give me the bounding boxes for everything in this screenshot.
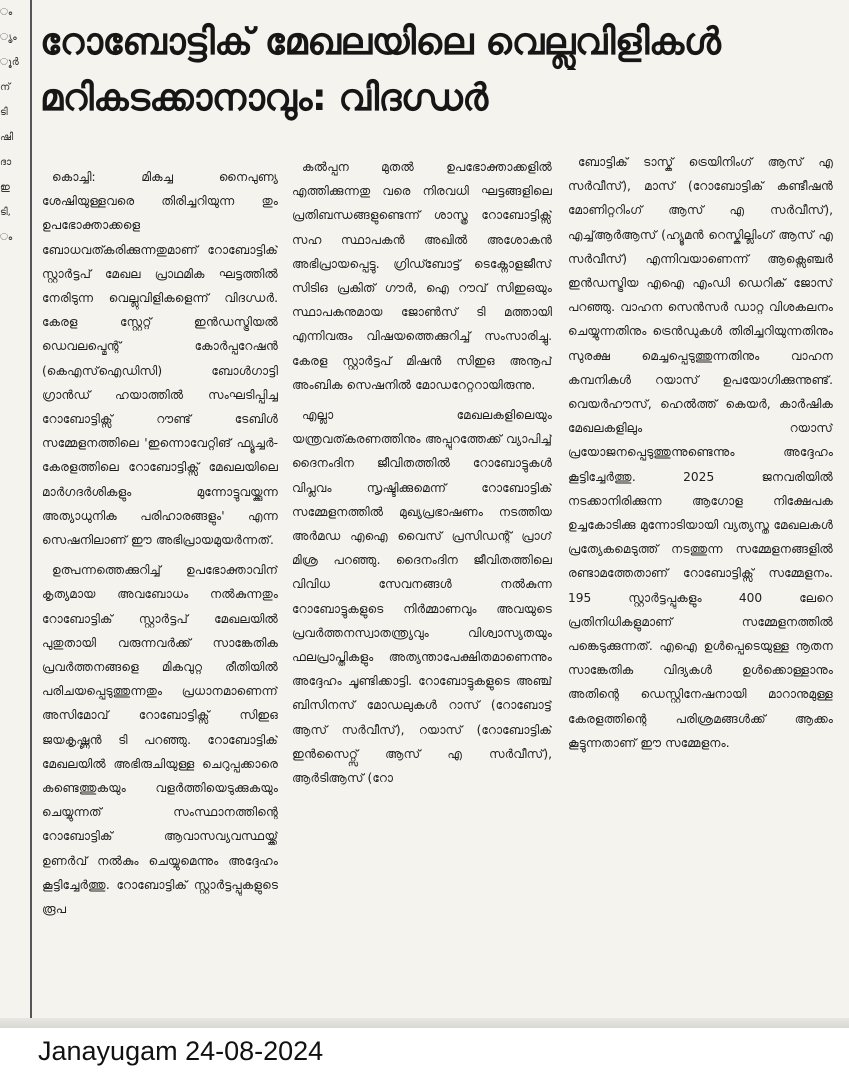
previous-article-edge <box>0 0 24 280</box>
paragraph: കൊച്ചി: മികച്ച നൈപുണ്യ ശേഷിയുള്ളവരെ തിരിച്ചറിയുന്ന തും ഉപഭോക്താക്കളെ ബോധവത്കരിക്കുന്നതുമാണ് റോബോട്ടിക് സ്റ്റാർട്ടപ് മേഖല പ്രാഥമിക ഘട്ടത്തിൽ നേരിടുന്ന വെല്ലുവിളികളെന്ന് വിദഗ്ധർ. കേരള സ്റ്റേറ്റ് ഇൻഡസ്ട്രിയൽ ഡെവലപ്മെന്റ് കോർപ്പറേഷൻ (കെഎസ്ഐഡിസി) ബോൾഗാട്ടി ഗ്രാൻഡ് ഹയാത്തിൽ സംഘടിപ്പിച്ച റോബോട്ടിക്സ് റൗണ്ട് ടേബിൾ സമ്മേളനത്തിലെ 'ഇന്നൊവേറ്റിങ് ഫ്യൂച്ചർ-കേരളത്തിലെ റോബോട്ടിക്സ് മേഖലയിലെ മാർഗദർശികളും മുന്നോട്ടുവയ്ക്കുന്ന അത്യാധുനിക പരിഹാരങ്ങളും' എന്ന സെഷനിലാണ് ഈ അഭിപ്രായമുയർന്നത്. <box>42 170 278 548</box>
article-headline <box>40 14 840 126</box>
paragraph: ബോട്ടിക് ടാസ്ക് ട്രെയിനിംഗ് ആസ് എ സർവീസ്), മാസ് (റോബോട്ടിക് കണ്ടീഷൻ മോണിറ്ററിംഗ് ആസ് എ സർവീസ്), എച്ച്ആർആസ് (ഹ്യൂമൻ റെസ്കില്ലിംഗ് ആസ് എ സർവീസ്) എന്നിവയാണെന്ന് ആക്സെഞ്ചർ ഇൻഡസ്ട്രിയ എഐ എംഡി ഡെറിക് ജോസ് പറഞ്ഞു. വാഹന സെൻസർ ഡാറ്റ വിശകലനം ചെയ്യുന്നതിനും ട്രെൻഡുകൾ തിരിച്ചറിയുന്നതിനും സുരക്ഷ മെച്ചപ്പെടുത്തുന്നതിനും വാഹന കമ്പനികൾ റയാസ് ഉപയോഗിക്കുന്നുണ്ട്. വെയർഹൗസ്, ഹെൽത്ത് കെയർ, കാർഷിക മേഖലകളിലും റയാസ് പ്രയോജനപ്പെടുത്തുന്നുണ്ടെന്നും അദ്ദേഹം കൂട്ടിച്ചേർത്തു. 2025 ജനവരിയിൽ നടക്കാനിരിക്കുന്ന ആഗോള നിക്ഷേപക ഉച്ചകോടിക്കു മുന്നോടിയായി വ്യത്യസ്ത മേഖലകൾ പ്രത്യേകമെടുത്ത് നടത്തുന്ന സമ്മേളനങ്ങളിൽ രണ്ടാമത്തേതാണ് റോബോട്ടിക്സ് സമ്മേളനം. 195 സ്റ്റാർട്ടപ്പുകളും 400 ലേറെ പ്രതിനിധികളുമാണ് സമ്മേളനത്തിൽ പങ്കെടുക്കുന്നത്. എഐ ഉൾപ്പെടെയുള്ള നൂതന സാങ്കേതിക വിദ്യകൾ ഉൾക്കൊള്ളാനും അതിന്റെ ഡെസ്റ്റിനേഷനായി മാറാനുമുള്ള കേരളത്തിന്റെ പരിശ്രമങ്ങൾക്ക് ആക്കം കൂട്ടുന്നതാണ് ഈ സമ്മേളനം. <box>568 155 833 750</box>
paragraph: കൽപ്പന മുതൽ ഉപഭോക്താക്കളിൽ എത്തിക്കുന്നതു വരെ നിരവധി ഘട്ടങ്ങളിലെ പ്രതിബന്ധങ്ങളുണ്ടെന്ന് ശാസ്ത്ര റോബോട്ടിക്സ് സഹ സ്ഥാപകൻ അഖിൽ അശോകൻ അഭിപ്രായപ്പെട്ടു. ഗ്രിഡ്ബോട്ട് ടെക്നോളജീസ് സിടിഒ പ്രകിത് ഗൗർ, ഐ റൗവ് സിഇഒയും സ്ഥാപകനുമായ ജോൺസ് ടി മത്തായി എന്നിവരും വിഷയത്തെക്കുറിച്ച് സംസാരിച്ചു. കേരള സ്റ്റാർട്ടപ് മിഷൻ സിഇഒ അനൂപ് അംബിക സെഷനിൽ മോഡറേറ്ററായിരുന്നു. <box>292 160 552 392</box>
article-column-2 <box>292 155 552 1015</box>
edge-fragment: ഷി <box>0 132 14 143</box>
headline-line-2: മറികടക്കാനാവും: വിദഗ്ധർ <box>40 76 488 119</box>
edge-fragment: ം <box>0 232 13 243</box>
source-caption: Janayugam 24-08-2024 <box>38 1036 324 1066</box>
edge-fragment: ൃം <box>0 32 17 43</box>
edge-fragment: ഇ <box>0 182 10 193</box>
edge-fragment: ടി <box>0 107 8 118</box>
headline-line-1: റോബോട്ടിക് മേഖലയിലെ വെല്ലുവിളികൾ <box>40 20 721 63</box>
edge-fragment: ൂർ <box>0 57 19 68</box>
column-divider <box>30 0 32 1018</box>
edge-fragment: ം <box>0 7 13 18</box>
edge-fragment: ന് <box>0 82 11 93</box>
clipping-bottom-edge <box>0 1018 849 1028</box>
edge-fragment: ടി, <box>0 207 11 218</box>
article-column-1 <box>42 165 278 985</box>
article-column-3 <box>568 150 833 1020</box>
paragraph: ഉത്പന്നത്തെക്കുറിച്ച് ഉപഭോക്താവിന് കൃത്യമായ അവബോധം നൽകുന്നതും റോബോട്ടിക് സ്റ്റാർട്ടപ് മേഖലയിൽ പുതുതായി വരുന്നവർക്ക് സാങ്കേതിക പ്രവർത്തനങ്ങളെ മികവുറ്റ രീതിയിൽ പരിചയപ്പെടുത്തുന്നതും പ്രധാനമാണെന്ന് അസിമോവ് റോബോട്ടിക്സ് സിഇഒ ജയകൃഷ്ണൻ ടി പറഞ്ഞു. റോബോട്ടിക് മേഖലയിൽ അഭിരുചിയുള്ള ചെറുപ്പക്കാരെ കണ്ടെത്തുകയും വളർത്തിയെടുക്കുകയും ചെയ്യുന്നത് സംസ്ഥാനത്തിന്റെ റോബോട്ടിക് ആവാസവ്യവസ്ഥയ്ക്ക് ഉണർവ് നൽകും ചെയ്യുമെന്നും അദ്ദേഹം കൂട്ടിച്ചേർത്തു. റോബോട്ടിക് സ്റ്റാർട്ടപ്പുകളുടെ രൂപ <box>42 563 278 917</box>
paragraph: എല്ലാ മേഖലകളിലെയും യന്ത്രവത്കരണത്തിനും അപ്പുറത്തേക്ക് വ്യാപിച്ച് ദൈനംദിന ജീവിതത്തിൽ റോബോട്ടുകൾ വിപ്ലവം സൃഷ്ടിക്കുമെന്ന് റോബോട്ടിക് സമ്മേളനത്തിൽ മുഖ്യപ്രഭാഷണം നടത്തിയ അർമഡ എഐ വൈസ് പ്രസിഡന്റ് പ്രാഗ് മിശ്ര പറഞ്ഞു. ദൈനംദിന ജീവിതത്തിലെ വിവിധ സേവനങ്ങൾ നൽകുന്ന റോബോട്ടുകളുടെ നിർമ്മാണവും അവയുടെ പ്രവർത്തനസ്വാതന്ത്ര്യവും വിശ്വാസ്യതയും ഫലപ്രാപ്തികളും അത്യന്താപേക്ഷിതമാണെന്നും അദ്ദേഹം ചൂണ്ടിക്കാട്ടി. റോബോട്ടുകളുടെ അഞ്ച് ബിസിനസ് മോഡലുകൾ റാസ് (റോബോട്ട് ആസ് സർവീസ്), റയാസ് (റോബോട്ടിക് ഇൻസൈറ്റ്സ് ആസ് എ സർവീസ്), ആർടിആസ് (റോ <box>292 408 552 786</box>
edge-fragment: ദാ <box>0 157 12 168</box>
